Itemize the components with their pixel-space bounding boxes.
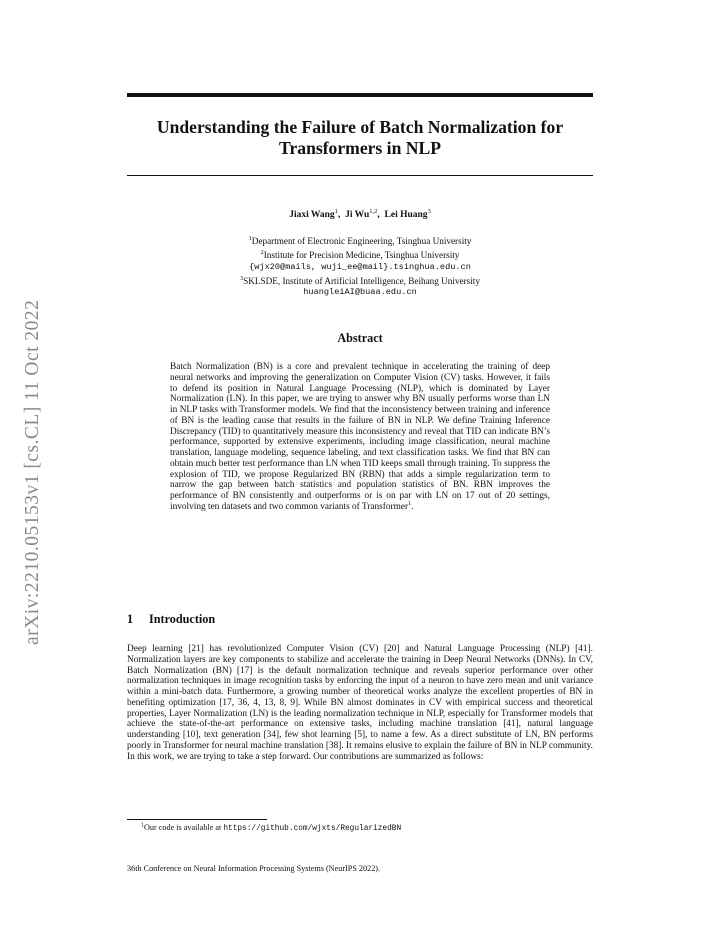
footnote-rule <box>127 819 267 820</box>
affiliations <box>127 233 593 298</box>
author-affil-mark: 1,2 <box>369 208 378 215</box>
abstract-heading: Abstract <box>337 331 383 345</box>
footnote-mark[interactable]: 1 <box>408 500 412 507</box>
author-name: Jiaxi Wang <box>289 210 335 221</box>
section-heading <box>127 612 593 627</box>
author-email[interactable]: huangleiAI@buaa.edu.cn <box>303 287 417 297</box>
paper-title: Understanding the Failure of Batch Normalization for Transformers in NLP <box>156 117 564 158</box>
introduction-paragraph: Deep learning [21] has revolutionized Computer Vision (CV) [20] and Natural Language Processing (NLP) [41]. Normalization layers are key components to stabilize and accelerate the training in Deep Neural Networks (DNNs). In CV, Batch Normalization (BN) [17] is the default normalization technique and reveals superior performance over other normalization techniques in image recognition tasks by enforcing the input of a neuron to have zero mean and unit variance within a mini-batch data. Furthermore, a growing number of theoretical works analyze the excellent properties of BN in benefiting optimization [17, 36, 4, 13, 8, 9]. While BN almost dominates in CV with empirical success and theoretical properties, Layer Normalization (LN) is the leading normalization technique in NLP, especially for Transformer models that achieve the state-of-the-art performance on extensive tasks, including machine translation [41], natural language understanding [10], text generation [34], few shot learning [5], to name a few. As a direct substitute of LN, BN performs poorly in Transformer for neural machine translation [38]. It remains elusive to explain the failure of BN in NLP community. In this work, we are trying to take a step forward. Our contributions are summarized as follows: <box>127 644 593 762</box>
arxiv-stamp[interactable]: arXiv:2210.05153v1 [cs.CL] 11 Oct 2022 <box>22 299 43 645</box>
footnote: $^1$Our code is available at https://github.com/wjxts/RegularizedBN <box>141 822 402 833</box>
author-emails[interactable]: {wjx20@mails, wuji_ee@mail}.tsinghua.edu.cn <box>249 261 471 272</box>
abstract-body: Batch Normalization (BN) is a core and prevalent technique in accelerating the training of deep neural networks and improving the generalization on Computer Vision (CV) tasks. However, it fails to defend its position in Natural Language Processing (NLP), which is dominated by Layer Normalization (LN). In this paper, we are trying to answer why BN usually performs worse than LN in NLP tasks with Transformer models. We find that the inconsistency between training and inference of BN is the leading cause that results in the failure of BN in NLP. We define Training Inference Discrepancy (TID) to quantitatively measure this inconsistency and reveal that TID can indicate BN’s performance, supported by extensive experiments, including image classification, neural machine translation, language modeling, sequence labeling, and text classification tasks. We find that BN can obtain much better test performance than LN when TID keeps small through training. To suppress the explosion of TID, we propose Regularized BN (RBN) that adds a simple regularization term to narrow the gap between batch statistics and population statistics of BN. RBN improves the performance of BN consistently and outperforms or is on par with LN on 17 out of 20 settings, involving ten datasets and two common variants of Transformer$^1$. <box>170 362 550 512</box>
affiliation-line: $^3$SKLSDE, Institute of Artificial Intelligence, Beihang University <box>240 274 480 286</box>
code-url-link[interactable]: https://github.com/wjxts/RegularizedBN <box>223 825 402 833</box>
section-title: Introduction <box>149 612 216 626</box>
author-affil-mark: 1 <box>334 208 338 215</box>
author-name: Lei Huang <box>384 210 428 221</box>
affiliation-line: $^1$Department of Electronic Engineering, Tsinghua University <box>248 235 472 247</box>
affiliation-line: $^2$Institute for Precision Medicine, Tsinghua University <box>260 249 460 261</box>
title-top-rule <box>127 93 593 97</box>
section-number: 1 <box>127 612 134 626</box>
footnote-number: 1 <box>141 822 144 829</box>
author-list: Jiaxi Wang$^1$, Ji Wu$^{1,2}$, Lei Huang$^3$ <box>289 208 431 221</box>
author-name: Ji Wu <box>345 210 370 221</box>
venue-note: 36th Conference on Neural Information Processing Systems (NeurIPS 2022). <box>127 864 381 873</box>
author-affil-mark: 3 <box>427 208 431 215</box>
title-bottom-rule <box>127 175 593 176</box>
